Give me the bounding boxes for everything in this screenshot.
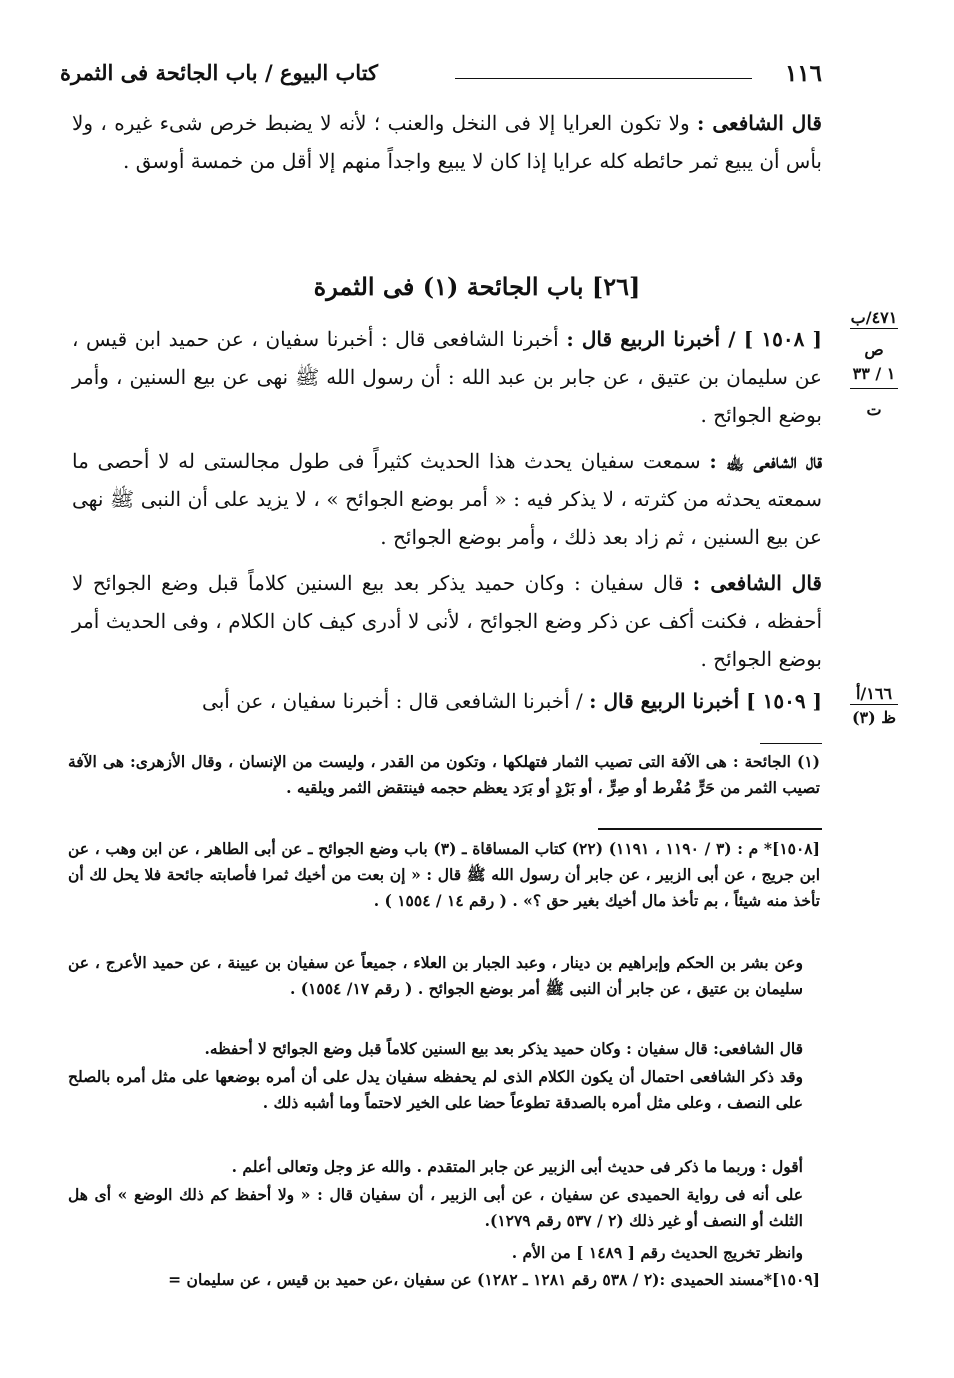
margin-rule — [850, 328, 898, 329]
running-title: كتاب البيوع / باب الجائحة فى الثمرة — [60, 60, 379, 85]
page-number: ١١٦ — [784, 60, 822, 87]
hadith-1509-text: / أخبرنا الشافعى قال : أخبرنا سفيان ، عن أبى — [202, 689, 590, 713]
margin-rule — [850, 704, 898, 705]
margin-rule — [850, 388, 898, 389]
section-heading: [٢٦] باب الجائحة (١) فى الثمرة — [313, 272, 641, 301]
hadith-1509-lead: [ ١٥٠٩ ] أخبرنا الربيع قال : — [589, 689, 822, 713]
comment-2-speaker: قال الشافعى : — [692, 571, 822, 595]
header-rule — [455, 78, 752, 79]
shafii-comment-1 — [72, 442, 822, 556]
margin-note-zha: ظ (٣) — [851, 708, 897, 727]
takhrij-shafii-note: وقد ذكر الشافعى احتمال أن يكون الكلام الذى لم يحفظه سفيان يدل على أن أمره بوضعها على مثل أمره بالصلح على النصف ، وعلى مثل أمره بالصدقة تطوعاً حضا على الخير لاحتماً وما أشبه ذلك . — [68, 1067, 803, 1112]
margin-note-166: ١٦٦/أ — [855, 684, 893, 703]
footnote-1: (١) الجائحة : هى الآفة التى تصيب الثمار فتهلكها ، وتكون من القدر ، وليست من الإنسان ، وقال الأزهرى: هى الآفة تصيب الثمر من حَرٍّ مُفْرط أو صِرٍّ ، أو بَرْدٍ أو بَرَد يعظم حجمه فينتقض الثمر ويلقيه . — [68, 752, 820, 797]
hadith-1508 — [72, 320, 822, 434]
footnote-rule — [760, 743, 822, 744]
margin-note-33: ١ / ٣٣ — [852, 364, 896, 383]
takhrij-author-note: أقول : وربما ما ذكر فى حديث أبى الزبير عن جابر المتقدم . والله عز وجل وتعالى أعلم . — [231, 1157, 803, 1176]
hadith-1508-lead: [ ١٥٠٨ ] / أخبرنا الربيع قال : — [566, 327, 822, 351]
hadith-1509 — [72, 682, 822, 720]
takhrij-see-also: وانظر تخريج الحديث رقم [ ١٤٨٩ ] من الأم . — [511, 1243, 803, 1262]
intro-speaker: قال الشافعى : — [697, 111, 822, 135]
intro-text: ولا تكون العرايا إلا فى النخل والعنب ؛ لأنه لا يضبط خرص شىء غيره ، ولا بأس أن يبيع ثمر حائطه كله عرايا إذا كان لا يبيع واجداً منهم إلا أقل من خمسة أوسق . — [72, 111, 822, 173]
running-header — [60, 60, 822, 96]
comment-1-speaker: قال الشافعى ﵀ : — [709, 449, 822, 473]
takhrij-1508-chain: وعن بشر بن الحكم وإبراهيم بن دينار ، وعبد الجبار بن العلاء ، جميعاً عن سفيان بن عيينة ، عن حميد الأعرج ، عن سليمان بن عتيق ، عن جابر أن النبى ﷺ أمر بوضع الجوائح . ( رقم ١٧/ ١٥٥٤) . — [68, 953, 803, 998]
margin-note-ms-b: ٤٧١/ب — [850, 308, 898, 327]
hadith-1508-text: أخبرنا الشافعى قال : أخبرنا سفيان ، عن حميد ابن قيس ، عن سليمان بن عتيق ، عن جابر بن عبد الله : أن رسول الله ﷺ نهى عن بيع السنين ، وأمر بوضع الجوائح . — [72, 327, 822, 427]
takhrij-1508: [١٥٠٨]* م : (٣ / ١١٩٠ ، ١١٩١) (٢٢) كتاب المساقاة ـ (٣) باب وضع الجوائح ـ عن أبى الطاهر ، عن ابن وهب ، عن ابن جريج ، عن أبى الزبير ، عن جابر أن رسول الله ﷺ قال : « إن بعت من أخيك ثمرا فأصابته جائحة فلا يحل لك أن تأخذ منه شيئاً ، بم تأخذ مال أخيك بغير حق ؟» . ( رقم ١٤ / ١٥٥٤ ) . — [68, 839, 820, 910]
comment-1-text: سمعت سفيان يحدث هذا الحديث كثيراً فى طول مجالستى له لا أحصى ما سمعته يحدثه من كثرته ، لا يذكر فيه : « أمر بوضع الجوائح » ، لا يزيد على أن النبى ﷺ نهى عن بيع السنين ، ثم زاد بعد ذلك ، وأمر بوضع الجوائح . — [72, 449, 822, 549]
shafii-comment-2 — [72, 564, 822, 678]
takhrij-shafii-quote: قال الشافعى: قال سفيان : وكان حميد يذكر بعد بيع السنين كلاماً قبل وضع الجوائح لا أحفظه. — [204, 1039, 803, 1058]
takhrij-humaydi-note: على أنه فى رواية الحميدى عن سفيان ، عن أبى الزبير ، أن سفيان قال : « ولا أحفظ كم ذلك الوضع » أى هل الثلث أو النصف أو غير ذلك (٢ / ٥٣٧ رقم ١٢٧٩). — [68, 1185, 803, 1230]
margin-note-ta: ت — [866, 400, 882, 419]
intro-paragraph — [72, 104, 822, 180]
margin-note-sad: ص — [864, 340, 884, 359]
takhrij-1509: [١٥٠٩]*مسند الحميدى :(٢ / ٥٣٨ رقم ١٢٨١ ـ ١٢٨٢) عن سفيان ،عن حميد بن قيس ، عن سليمان = — [168, 1270, 820, 1289]
comment-2-text: قال سفيان : وكان حميد يذكر بعد بيع السنين كلاماً قبل وضع الجوائح لا أحفظه ، فكنت أكف عن ذكر وضع الجوائح ، لأنى لا أدرى كيف كان الكلام ، وفى الحديث أمر بوضع الجوائح . — [72, 571, 822, 671]
takhrij-rule — [598, 828, 822, 830]
